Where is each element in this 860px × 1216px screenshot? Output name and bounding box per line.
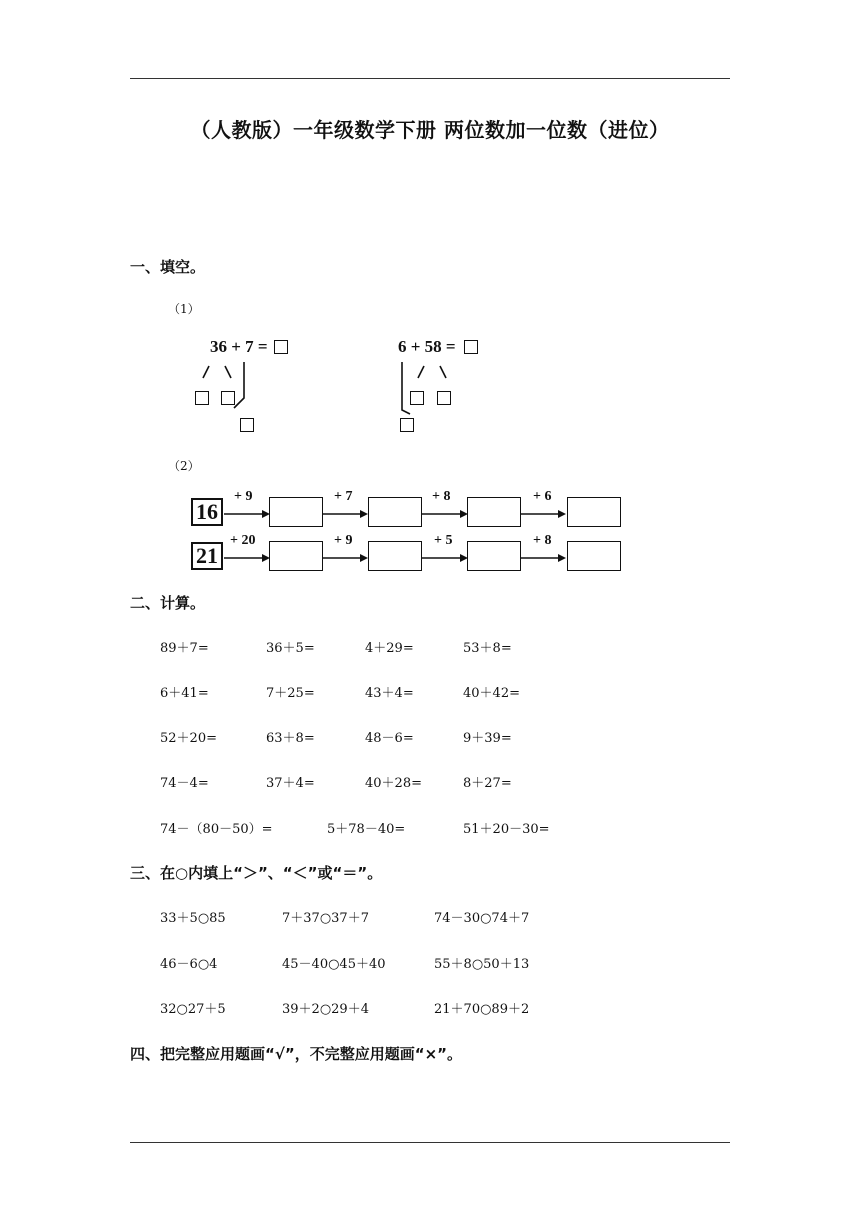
chain-answer-box[interactable] (269, 541, 323, 571)
calc-item: 5＋78－40= (327, 822, 406, 837)
chain-op: + 5 (434, 533, 453, 548)
sum-box[interactable] (400, 418, 414, 432)
compare-item: 39＋2○29＋4 (282, 1002, 369, 1017)
chain-op: + 8 (432, 489, 451, 504)
compare-item: 33＋5○85 (160, 911, 226, 926)
calc-item: 48－6= (365, 731, 414, 746)
section-word-problem-heading: 四、把完整应用题画“√”，不完整应用题画“×”。 (130, 1045, 463, 1063)
split-box-tens[interactable] (195, 391, 209, 405)
chain-start-number: 16 (191, 498, 223, 526)
compare-item: 21＋70○89＋2 (434, 1002, 530, 1017)
calc-item: 7＋25= (266, 686, 315, 701)
answer-box[interactable] (464, 340, 478, 354)
compare-item: 55＋8○50＋13 (434, 957, 530, 972)
chain-op: + 9 (234, 489, 253, 504)
calc-item: 43＋4= (365, 686, 414, 701)
part-1-label: （1） (168, 302, 200, 316)
calc-item: 8＋27= (463, 776, 512, 791)
chain-answer-box[interactable] (567, 541, 621, 571)
chain-answer-box[interactable] (269, 497, 323, 527)
calc-item: 89＋7= (160, 641, 209, 656)
calc-item: 37＋4= (266, 776, 315, 791)
chain-answer-box[interactable] (368, 541, 422, 571)
chain-op: + 7 (334, 489, 353, 504)
calc-item: 9＋39= (463, 731, 512, 746)
chain-answer-box[interactable] (368, 497, 422, 527)
compare-item: 7＋37○37＋7 (282, 911, 369, 926)
calc-item: 4＋29= (365, 641, 414, 656)
calc-item: 40＋42= (463, 686, 520, 701)
bottom-rule (130, 1142, 730, 1143)
split-box-tens[interactable] (410, 391, 424, 405)
compare-item: 45－40○45＋40 (282, 957, 386, 972)
page-title: （人教版）一年级数学下册 两位数加一位数（进位） (190, 118, 670, 142)
calc-item: 40＋28= (365, 776, 422, 791)
equation-6-plus-58: 6 + 58 = (398, 337, 456, 356)
calc-item: 6＋41= (160, 686, 209, 701)
calc-item: 36＋5= (266, 641, 315, 656)
chain-op: + 9 (334, 533, 353, 548)
section-compare-heading: 三、在○内填上“＞”、“＜”或“＝”。 (130, 864, 383, 882)
calc-item: 63＋8= (266, 731, 315, 746)
section-calc-heading: 二、计算。 (130, 594, 206, 612)
calc-item: 53＋8= (463, 641, 512, 656)
answer-box[interactable] (274, 340, 288, 354)
split-box-ones[interactable] (221, 391, 235, 405)
section-fill-heading: 一、填空。 (130, 258, 206, 276)
chain-start-number: 21 (191, 542, 223, 570)
split-box-ones[interactable] (437, 391, 451, 405)
compare-item: 74－30○74＋7 (434, 911, 530, 926)
compare-item: 32○27＋5 (160, 1002, 226, 1017)
calc-item: 52＋20= (160, 731, 217, 746)
calc-item: 51＋20－30= (463, 822, 550, 837)
chain-op: + 6 (533, 489, 552, 504)
calc-item: 74－（80－50）= (160, 822, 273, 837)
chain-answer-box[interactable] (467, 541, 521, 571)
part-2-label: （2） (168, 459, 200, 473)
compare-item: 46－6○4 (160, 957, 218, 972)
sum-box[interactable] (240, 418, 254, 432)
chain-op: + 8 (533, 533, 552, 548)
chain-answer-box[interactable] (467, 497, 521, 527)
equation-36-plus-7: 36 + 7 = (210, 337, 268, 356)
chain-answer-box[interactable] (567, 497, 621, 527)
calc-item: 74－4= (160, 776, 209, 791)
top-rule (130, 78, 730, 79)
chain-op: + 20 (230, 533, 256, 548)
